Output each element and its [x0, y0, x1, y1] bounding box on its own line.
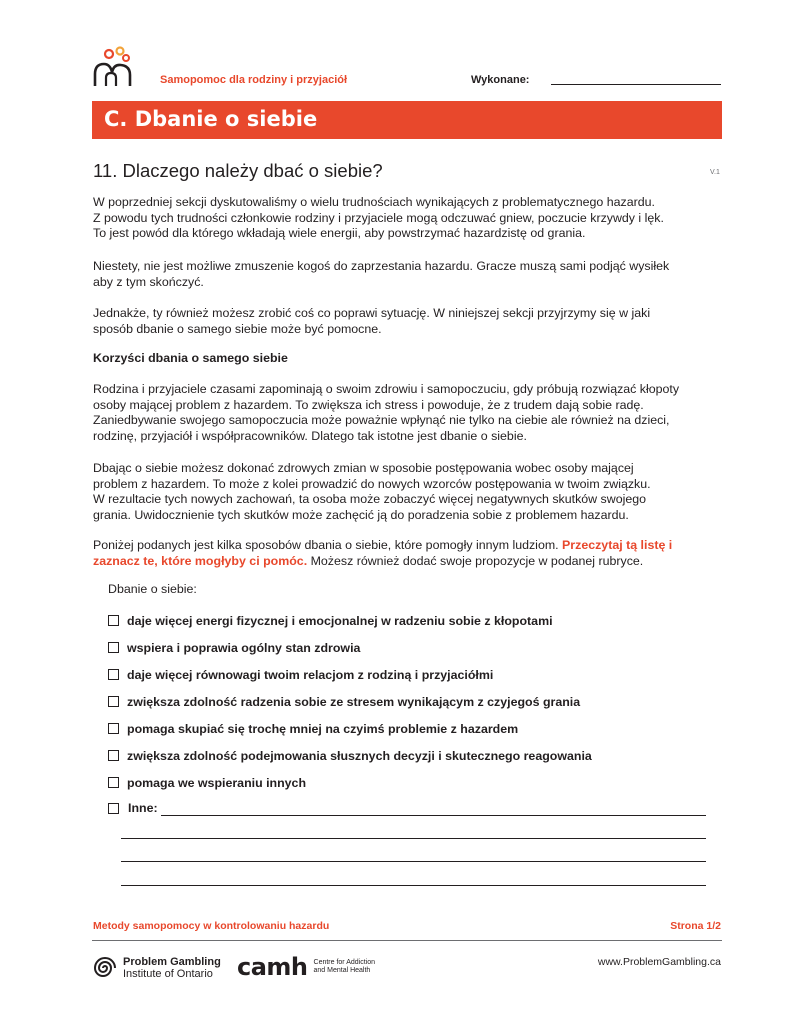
- pgio-name-line2: Institute of Ontario: [123, 968, 213, 980]
- paragraph-line: Rodzina i przyjaciele czasami zapominają o swoim zdrowiu i samopoczuciu, gdy próbują rozwiązać kłopoty: [93, 382, 680, 396]
- paragraph-line: sposób dbanie o samego siebie może być pomocne.: [93, 321, 382, 336]
- checklist-item-label: zwiększa zdolność radzenia sobie ze stresem wynikającym z czyjegoś grania: [127, 694, 581, 709]
- checklist-item-label: pomaga we wspieraniu innych: [127, 775, 307, 790]
- checklist-item-label: wspiera i poprawia ogólny stan zdrowia: [127, 640, 361, 655]
- checklist-item-label: daje więcej równowagi twoim relacjom z rodziną i przyjaciółmi: [127, 667, 494, 682]
- other-label: Inne:: [128, 801, 158, 815]
- instruction-text: Poniżej podanych jest kilka sposobów dbania o siebie, które pomogły innym ludziom.: [93, 538, 563, 552]
- checklist-title: Dbanie o siebie:: [108, 582, 197, 596]
- checklist-item: [108, 661, 592, 688]
- camh-logo: [237, 953, 375, 981]
- checklist-item: [108, 634, 592, 661]
- checkbox[interactable]: [108, 723, 119, 734]
- pgio-name-line1: Problem Gambling: [123, 955, 221, 968]
- instruction-highlight: Przeczytaj tą listę i: [562, 538, 673, 552]
- checklist-item: [108, 715, 592, 742]
- family-people-icon: [92, 46, 134, 88]
- camh-subtitle-line: Centre for Addiction: [313, 958, 375, 966]
- checkbox[interactable]: [108, 696, 119, 707]
- paragraph-line: Dbając o siebie możesz dokonać zdrowych zmian w sposobie postępowania wobec osoby mającej: [93, 461, 634, 475]
- other-input-line[interactable]: [121, 861, 706, 862]
- checklist-item-label: pomaga skupiać się trochę mniej na czyimś problemie z hazardem: [127, 721, 519, 736]
- checkbox[interactable]: [108, 750, 119, 761]
- paragraph-line: Niestety, nie jest możliwe zmuszenie kogoś do zaprzestania hazardu. Gracze muszą sami podjąć wysiłek: [93, 259, 670, 273]
- footer-title: Metody samopomocy w kontrolowaniu hazardu: [93, 920, 330, 932]
- checklist-item: [108, 742, 592, 769]
- instruction-text: Możesz również dodać swoje propozycje w podanej rubryce.: [307, 553, 644, 568]
- other-input-line[interactable]: [121, 885, 706, 886]
- paragraph-line: To jest powód dla którego wkładają wiele energii, aby powstrzymać hazardzistę od grania.: [93, 226, 586, 240]
- camh-wordmark: camh: [237, 953, 308, 981]
- banner-title: C. Dbanie o siebie: [104, 107, 318, 131]
- spiral-icon: [92, 955, 118, 981]
- completed-by-label: Wykonane:: [471, 74, 530, 86]
- paragraph-line: aby z tym skończyć.: [93, 274, 204, 289]
- completed-by-field[interactable]: [551, 84, 721, 85]
- paragraph-line: W poprzedniej sekcji dyskutowaliśmy o wielu trudnościach wynikających z problematycznego hazardu.: [93, 195, 655, 209]
- paragraph-intro: [93, 195, 723, 242]
- paragraph-line: problem z hazardem. To może z kolei prowadzić do nowych wzorców postępowania w twoim związku.: [93, 476, 651, 491]
- section-banner: [92, 101, 722, 139]
- instruction-highlight: zaznacz te, które mogłyby ci pomóc.: [93, 553, 308, 568]
- page-number: Strona 1/2: [670, 920, 721, 932]
- paragraph-line: W rezultacie tych nowych zachowań, ta osoba może zobaczyć więcej negatywnych skutków swojego: [93, 492, 647, 506]
- paragraph-benefits: [93, 382, 723, 444]
- checklist-item: [108, 769, 592, 796]
- checkbox[interactable]: [108, 777, 119, 788]
- checklist-item-label: zwiększa zdolność podejmowania słusznych decyzji i skutecznego reagowania: [127, 748, 592, 763]
- pgio-logo: [92, 955, 221, 981]
- other-input-line[interactable]: [121, 838, 706, 839]
- paragraph-line: Jednakże, ty również możesz zrobić coś co poprawi sytuację. W niniejszej sekcji przyjrzymy się w jaki: [93, 306, 651, 320]
- checkbox[interactable]: [108, 669, 119, 680]
- checklist-item: [108, 688, 592, 715]
- checklist-item-label: daje więcej energi fizycznej i emocjonalnej w radzeniu sobie z kłopotami: [127, 613, 553, 628]
- self-care-checklist: [108, 607, 592, 796]
- paragraph-line: grania. Uwidocznienie tych skutków może zachęcić ją do poradzenia sobie z problemem hazardu.: [93, 507, 629, 522]
- camh-subtitle-line: and Mental Health: [313, 967, 371, 974]
- paragraph-changes: [93, 461, 723, 523]
- page-title: 11. Dlaczego należy dbać o siebie?: [93, 160, 383, 181]
- paragraph-line: [93, 538, 723, 554]
- checkbox[interactable]: [108, 615, 119, 626]
- other-input-line[interactable]: [161, 815, 706, 816]
- paragraph-line: rodzinę, przyjaciół i współpracowników. Dlatego tak istotne jest dbanie o siebie.: [93, 428, 527, 443]
- website-link[interactable]: www.ProblemGambling.ca: [597, 956, 721, 968]
- footer-divider: [92, 940, 722, 941]
- paragraph-line: [93, 554, 723, 570]
- paragraph-unfortunately: [93, 259, 723, 290]
- paragraph-however: [93, 306, 723, 337]
- subheading-benefits: Korzyści dbania o samego siebie: [93, 351, 288, 365]
- version-label: V.1: [710, 169, 720, 176]
- paragraph-line: Z powodu tych trudności członkowie rodziny i przyjaciele mogą odczuwać gniew, poczucie krzywdy i lęk.: [93, 210, 664, 225]
- checklist-item-other: [108, 801, 158, 815]
- checkbox[interactable]: [108, 642, 119, 653]
- paragraph-line: osoby mającej problem z hazardem. To zwiększa ich stress i powoduje, że z trudem dają sobie radę.: [93, 397, 644, 412]
- checklist-item: [108, 607, 592, 634]
- header-subtitle: Samopomoc dla rodziny i przyjaciół: [160, 74, 348, 86]
- paragraph-line: Zaniedbywanie swojego samopoczucia może poważnie wpłynąć nie tylko na ciebie ale również na dzieci,: [93, 413, 670, 427]
- checkbox-other[interactable]: [108, 803, 119, 814]
- paragraph-instructions: [93, 538, 723, 569]
